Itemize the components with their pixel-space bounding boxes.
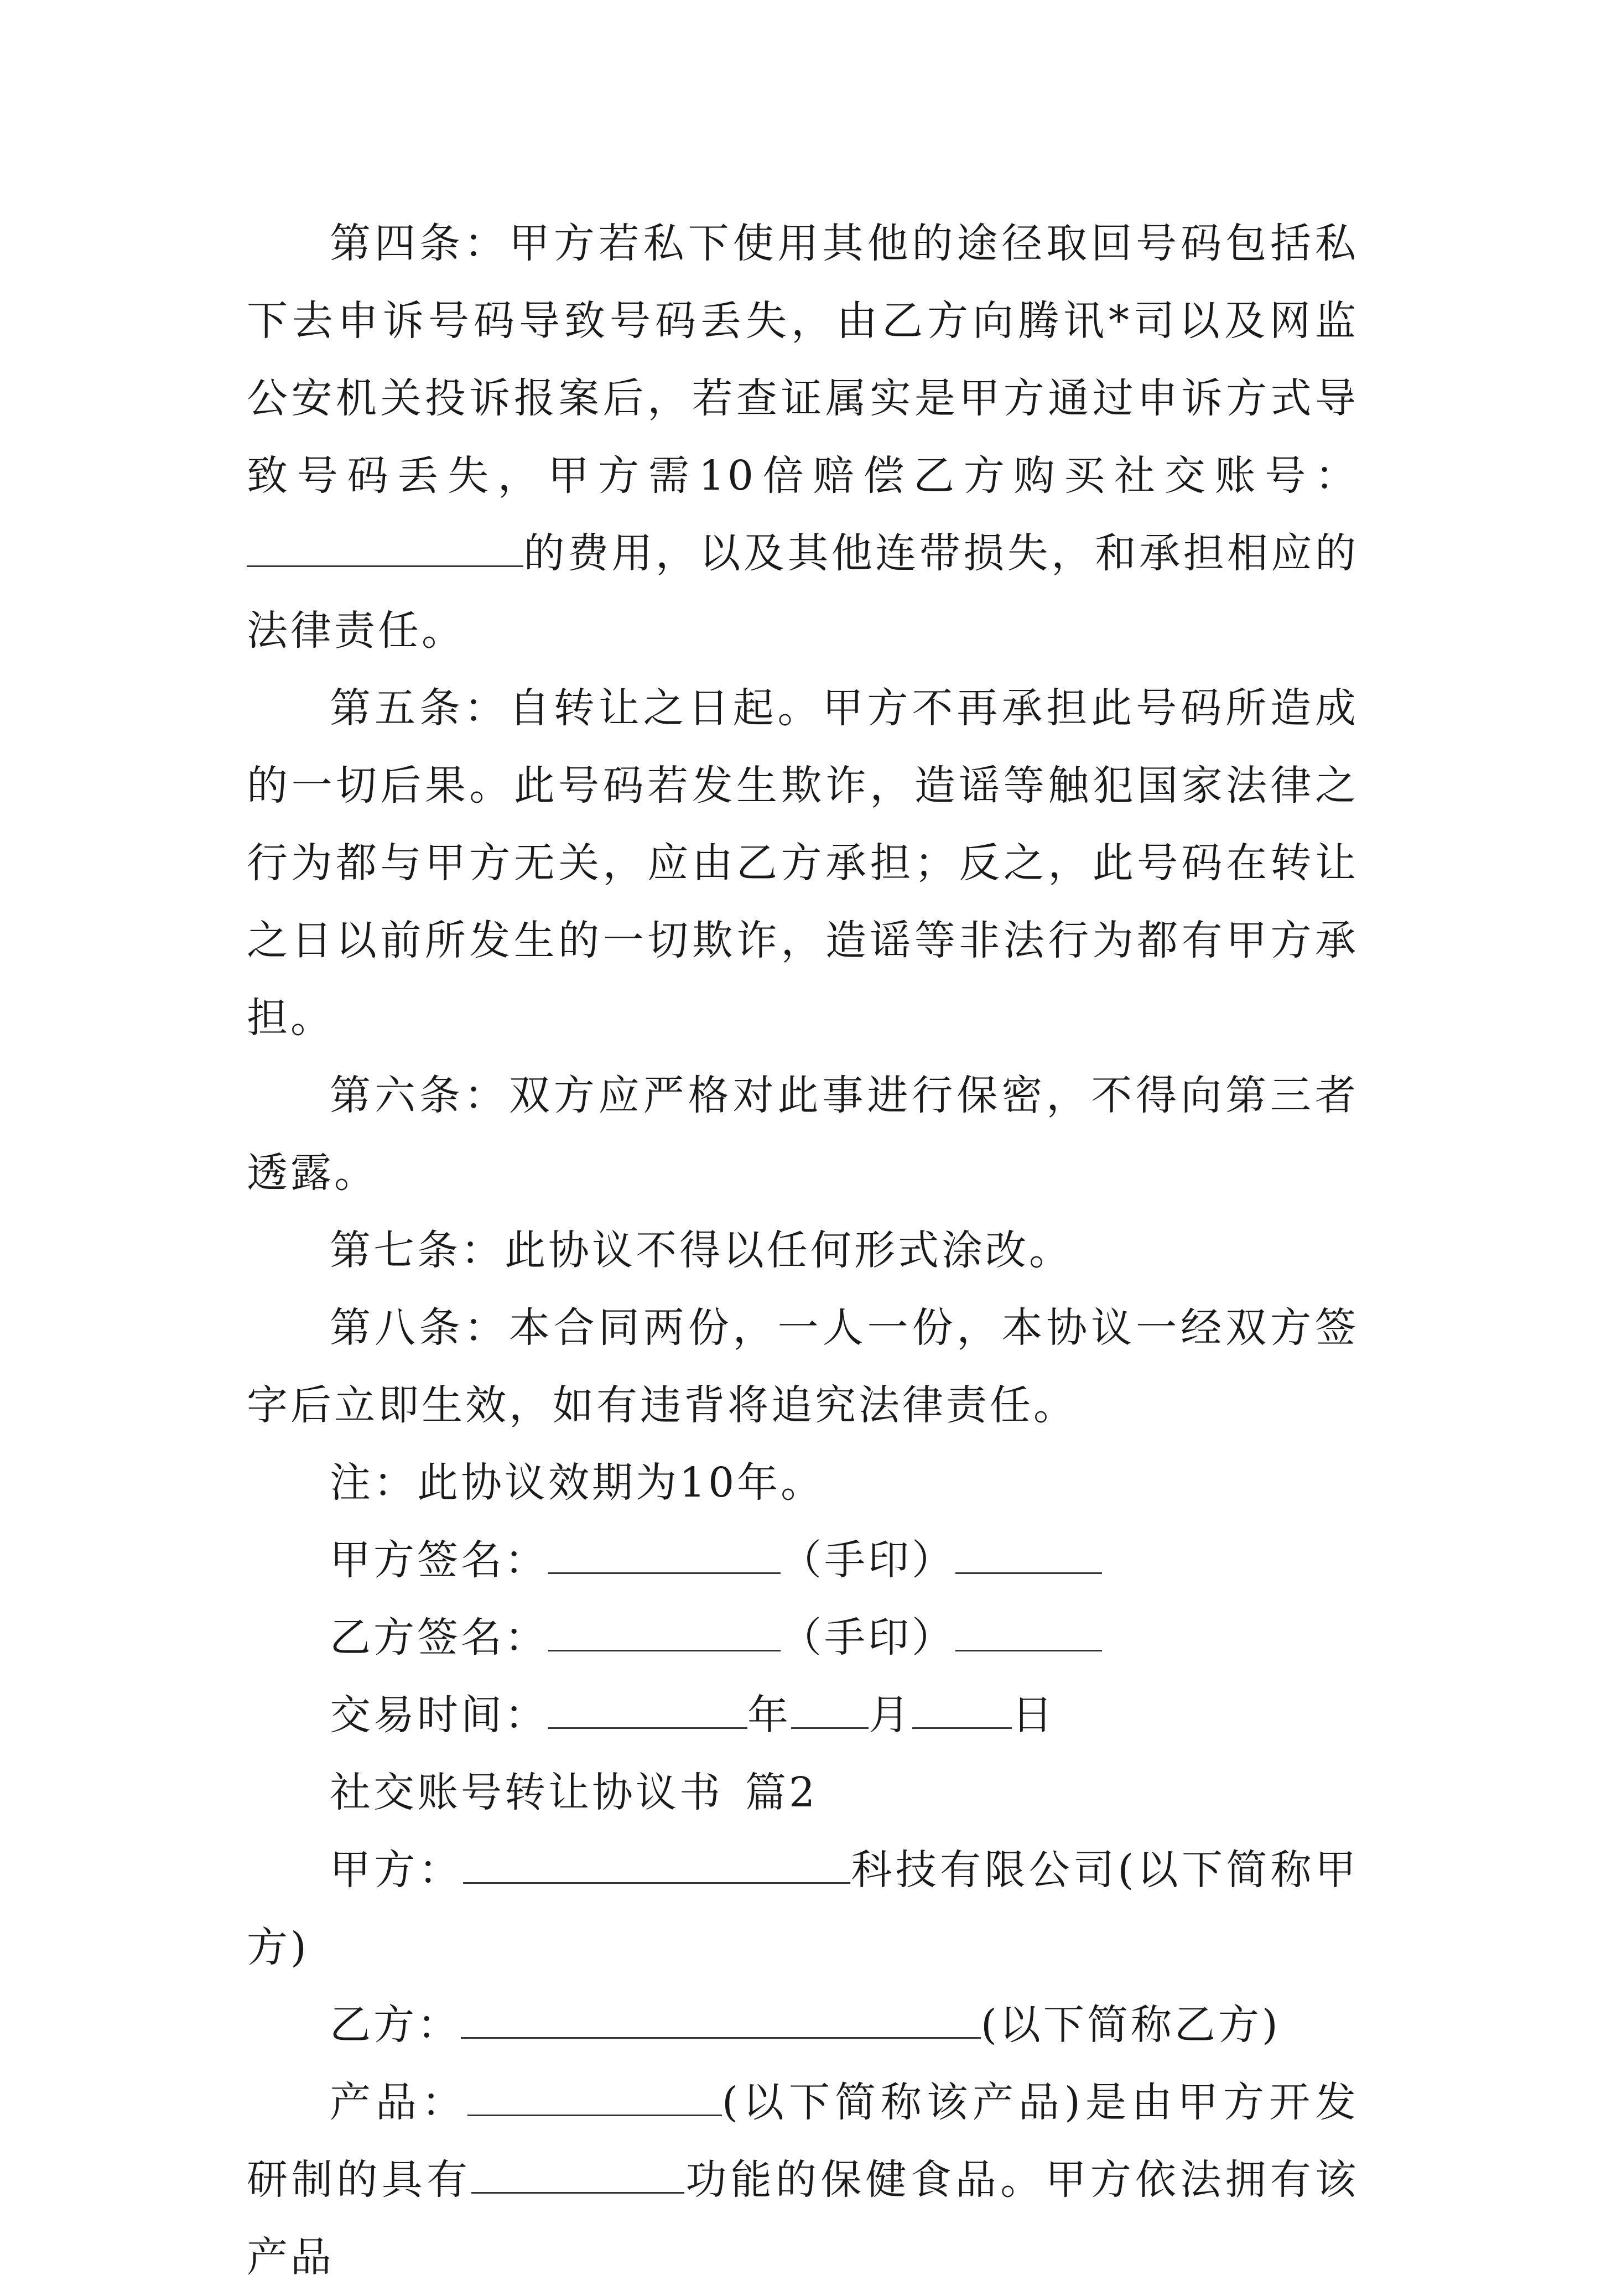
product-line: [247, 2064, 1359, 2296]
party-b-suffix: (以下简称乙方): [981, 2001, 1281, 2049]
day-label: 日: [1012, 1691, 1056, 1739]
party-a-label: 甲方：: [330, 1846, 464, 1894]
party-a-suffix: 科技有限公司(以下简称甲方): [247, 1846, 1359, 1971]
day-blank: [912, 1693, 1012, 1729]
product-function-blank: [471, 2158, 684, 2194]
party-a-handprint-blank: [955, 1538, 1102, 1574]
article-6: 第六条：双方应严格对此事进行保密，不得向第三者透露。: [247, 1072, 1359, 1197]
product-text-end: 功能的保健食品。甲方依法拥有该产品: [247, 2156, 1359, 2281]
party-a-line: [247, 1831, 1359, 1986]
month-label: 月: [869, 1691, 912, 1739]
party-b-handprint-label: （手印）: [781, 1614, 955, 1661]
party-a-signature-label: 甲方签名：: [330, 1536, 548, 1584]
document-body: [247, 205, 1359, 2296]
month-blank: [791, 1693, 869, 1729]
purchase-amount-blank: [247, 531, 523, 567]
party-b-handprint-blank: [955, 1615, 1102, 1651]
party-b-name-blank: [461, 2003, 981, 2039]
party-a-handprint-label: （手印）: [781, 1536, 955, 1584]
article-5: 第五条：自转让之日起。甲方不再承担此号码所造成的一切后果。此号码若发生欺诈，造谣等触犯国家法律之行为都与甲方无关，应由乙方承担；反之，此号码在转让之日以前所发生的一切欺诈，造谣等非法行为都有甲方承担。: [247, 684, 1359, 1042]
party-b-line: [247, 1986, 1359, 2064]
article-4-text: 第四条：甲方若私下使用其他的途径取回号码包括私下去申诉号码导致号码丢失，由乙方向腾讯*司以及网监公安机关投诉报案后，若查证属实是甲方通过申诉方式导致号码丢失，甲方需10倍赔偿乙方购买社交账号：: [247, 220, 1359, 500]
article-8: 第八条：本合同两份，一人一份，本协议一经双方签字后立即生效，如有违背将追究法律责任。: [247, 1304, 1359, 1429]
section-2-title: [247, 1754, 1359, 1831]
product-text-mid: (以下简称该产品)是由甲方开发研制的具有: [247, 2079, 1359, 2204]
trade-time-line: [247, 1676, 1359, 1754]
article-4-text-end: 的费用，以及其他连带损失，和承担相应的法律责任。: [247, 529, 1359, 654]
party-b-signature-label: 乙方签名：: [330, 1614, 548, 1661]
year-blank: [548, 1693, 747, 1729]
party-b-signature-blank: [548, 1615, 781, 1651]
party-a-signature-blank: [548, 1538, 781, 1574]
party-b-label: 乙方：: [330, 2001, 461, 2049]
year-label: 年: [747, 1691, 791, 1739]
section-2-part-label: 篇2: [745, 1769, 818, 1816]
party-a-name-blank: [463, 1848, 850, 1884]
product-label: 产品：: [330, 2079, 468, 2126]
validity-note: 注：此协议效期为10年。: [330, 1459, 825, 1507]
article-4: [247, 205, 1359, 669]
trade-time-label: 交易时间：: [330, 1691, 548, 1739]
article-7: 第七条：此协议不得以任何形式涂改。: [330, 1227, 1073, 1274]
section-2-title-text: 社交账号转让协议书: [330, 1769, 723, 1816]
product-name-blank: [467, 2080, 722, 2116]
party-a-signature-line: [247, 1521, 1359, 1599]
party-b-signature-line: [247, 1599, 1359, 1676]
